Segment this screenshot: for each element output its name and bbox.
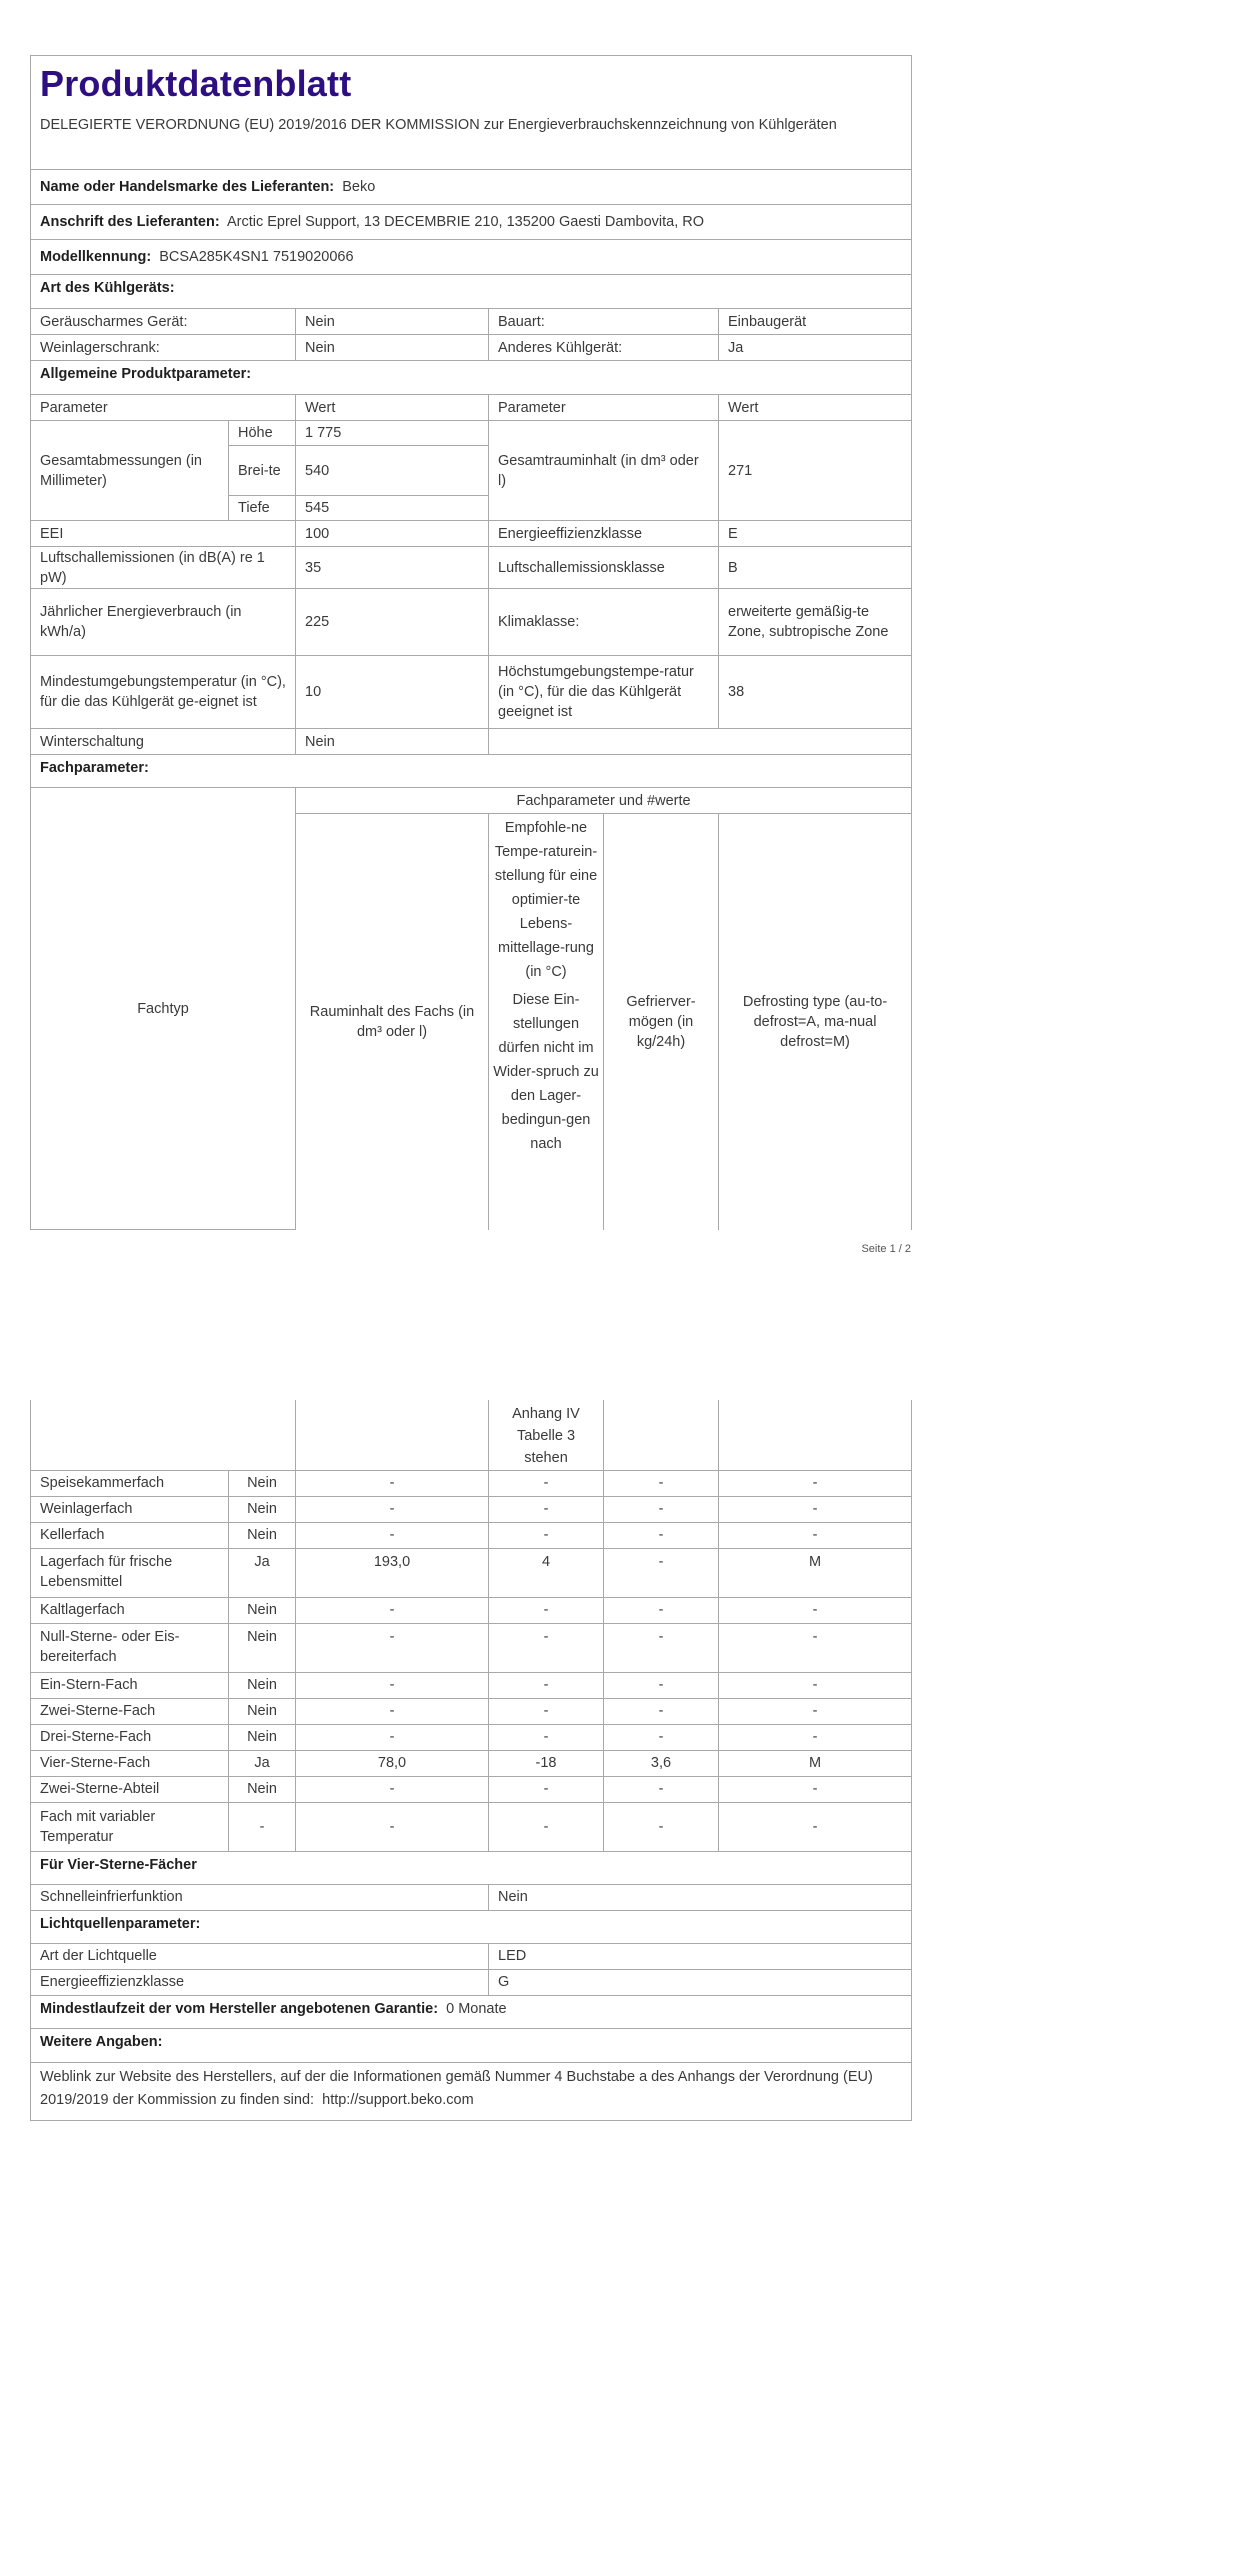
noise-class-value: B: [719, 547, 912, 589]
compartment-temp: -: [489, 1496, 604, 1522]
general-param-row: [31, 547, 912, 589]
compartment-temp: -: [489, 1522, 604, 1548]
supplier-name-row: [31, 170, 912, 205]
page-1: [30, 55, 911, 1230]
eei-label: EEI: [31, 521, 296, 547]
compartment-freezing-capacity: -: [604, 1724, 719, 1750]
col-header-compartment-type: Fachtyp: [31, 788, 296, 1230]
compartment-row: [31, 1470, 912, 1496]
compartment-freezing-capacity: -: [604, 1776, 719, 1802]
low-noise-label: Geräuscharmes Gerät:: [31, 309, 296, 335]
compartment-freezing-capacity: -: [604, 1623, 719, 1672]
appliance-type-row: [31, 335, 912, 361]
compartment-present: Nein: [229, 1470, 296, 1496]
compartment-freezing-capacity: -: [604, 1496, 719, 1522]
compartment-volume: -: [296, 1672, 489, 1698]
compartment-type: Weinlagerfach: [31, 1496, 229, 1522]
compartment-present: Nein: [229, 1776, 296, 1802]
min-ambient-temp-label: Mindestumgebungstemperatur (in °C), für die das Kühlgerät ge-eignet ist: [31, 656, 296, 729]
annual-energy-value: 225: [296, 589, 489, 656]
compartment-volume: 78,0: [296, 1750, 489, 1776]
compartment-present: Nein: [229, 1496, 296, 1522]
fast-freeze-label: Schnelleinfrierfunktion: [31, 1884, 489, 1910]
compartment-row: [31, 1548, 912, 1597]
page-2: [30, 1400, 911, 2121]
compartment-temp: -: [489, 1802, 604, 1851]
compartment-type: Lagerfach für frische Lebensmittel: [31, 1548, 229, 1597]
compartment-row: [31, 1750, 912, 1776]
compartment-row: [31, 1724, 912, 1750]
compartment-volume: -: [296, 1496, 489, 1522]
compartment-type: Ein-Stern-Fach: [31, 1672, 229, 1698]
compartment-present: Nein: [229, 1522, 296, 1548]
compartment-type: Fach mit variabler Temperatur: [31, 1802, 229, 1851]
compartment-volume: -: [296, 1698, 489, 1724]
model-label: Modellkennung:: [40, 249, 152, 265]
supplier-address-value: Arctic Eprel Support, 13 DECEMBRIE 210, 135200 Gaesti Dambovita, RO: [226, 214, 705, 230]
compartment-freezing-capacity: -: [604, 1470, 719, 1496]
compartment-type: Zwei-Sterne-Abteil: [31, 1776, 229, 1802]
compartment-volume: -: [296, 1470, 489, 1496]
compartment-temp: -: [489, 1470, 604, 1496]
compartment-temp: -: [489, 1698, 604, 1724]
compartment-defrost-type: -: [719, 1698, 912, 1724]
compartment-temp: -: [489, 1623, 604, 1672]
dimensions-label: Gesamtabmessungen (in Millimeter): [31, 421, 229, 521]
warranty-value: 0 Monate: [446, 2000, 507, 2017]
further-info-text: [31, 2062, 912, 2120]
four-star-heading: Für Vier-Sterne-Fächer: [31, 1851, 912, 1884]
compartment-freezing-capacity: -: [604, 1548, 719, 1597]
manufacturer-website-link[interactable]: http://support.beko.com: [322, 2091, 474, 2108]
compartment-type: Speisekammerfach: [31, 1470, 229, 1496]
light-class-value: G: [489, 1969, 912, 1995]
compartment-row: [31, 1597, 912, 1623]
compartment-present: Ja: [229, 1548, 296, 1597]
compartment-type: Kaltlagerfach: [31, 1597, 229, 1623]
compartment-temp: -: [489, 1776, 604, 1802]
compartment-present: -: [229, 1802, 296, 1851]
compartment-defrost-type: -: [719, 1776, 912, 1802]
appliance-type-row: [31, 309, 912, 335]
title-block: [31, 56, 912, 170]
further-info-description: Weblink zur Website des Herstellers, auf der die Informationen gemäß Nummer 4 Buchstabe a des Anhangs der Verordnung (EU) 2019/2019 der Kommission zu finden sind:: [40, 2068, 873, 2108]
compartment-defrost-type: -: [719, 1597, 912, 1623]
compartment-freezing-capacity: -: [604, 1597, 719, 1623]
supplier-address-label: Anschrift des Lieferanten:: [40, 214, 220, 230]
regulation-subtitle: DELEGIERTE VERORDNUNG (EU) 2019/2016 DER KOMMISSION zur Energieverbrauchskennzeichnung von Kühlgeräten: [40, 117, 837, 133]
height-label: Höhe: [229, 421, 296, 446]
compartment-present: Nein: [229, 1698, 296, 1724]
datasheet-table-page-2: [30, 1400, 912, 2121]
col-header-parameter: Parameter: [489, 395, 719, 421]
compartment-temp: -: [489, 1597, 604, 1623]
col-header-value: Wert: [296, 395, 489, 421]
general-param-row: [31, 729, 912, 755]
col-header-value: Wert: [719, 395, 912, 421]
compartment-defrost-type: -: [719, 1724, 912, 1750]
compartment-volume: -: [296, 1597, 489, 1623]
page-title: Produktdatenblatt: [40, 63, 352, 104]
energy-class-label: Energieeffizienzklasse: [489, 521, 719, 547]
compartment-freezing-capacity: 3,6: [604, 1750, 719, 1776]
compartment-volume: -: [296, 1623, 489, 1672]
col-header-recommended-temp-cont: Anhang IV Tabelle 3 stehen: [489, 1400, 604, 1470]
compartment-defrost-type: M: [719, 1548, 912, 1597]
general-param-row: [31, 656, 912, 729]
supplier-address-row: [31, 205, 912, 240]
min-ambient-temp-value: 10: [296, 656, 489, 729]
energy-class-value: E: [719, 521, 912, 547]
depth-label: Tiefe: [229, 496, 296, 521]
compartment-temp: 4: [489, 1548, 604, 1597]
compartment-present: Ja: [229, 1750, 296, 1776]
compartment-type: Drei-Sterne-Fach: [31, 1724, 229, 1750]
other-appliance-value: Ja: [719, 335, 912, 361]
winter-setting-label: Winterschaltung: [31, 729, 296, 755]
compartment-present: Nein: [229, 1623, 296, 1672]
page-number: Seite 1 / 2: [861, 1243, 911, 1255]
eei-value: 100: [296, 521, 489, 547]
warranty-row: [31, 1995, 912, 2028]
model-row: [31, 240, 912, 275]
total-volume-value: 271: [719, 421, 912, 521]
height-value: 1 775: [296, 421, 489, 446]
compartment-type: Null-Sterne- oder Eis-bereiterfach: [31, 1623, 229, 1672]
model-value: BCSA285K4SN1 7519020066: [159, 249, 354, 265]
further-info-heading: Weitere Angaben:: [31, 2028, 912, 2062]
compartment-present: Nein: [229, 1672, 296, 1698]
max-ambient-temp-label: Höchstumgebungstempe-ratur (in °C), für die das Kühlgerät geeignet ist: [489, 656, 719, 729]
compartment-row: [31, 1776, 912, 1802]
compartment-temp: -18: [489, 1750, 604, 1776]
compartment-row: [31, 1623, 912, 1672]
compartment-freezing-capacity: -: [604, 1698, 719, 1724]
general-params-header-row: [31, 395, 912, 421]
noise-emission-value: 35: [296, 547, 489, 589]
compartment-freezing-capacity: -: [604, 1802, 719, 1851]
col-header-recommended-temp: Empfohle-ne Tempe-raturein-stellung für eine optimier-te Lebens-mittellage-rung (in °C) Diese Ein-stellungen dürfen nicht im Wider-spruch zu den Lager-bedingun-gen nach: [489, 814, 604, 1230]
noise-class-label: Luftschallemissionsklasse: [489, 547, 719, 589]
climate-class-label: Klimaklasse:: [489, 589, 719, 656]
width-value: 540: [296, 446, 489, 496]
depth-value: 545: [296, 496, 489, 521]
compartment-volume: -: [296, 1802, 489, 1851]
compartment-freezing-capacity: -: [604, 1672, 719, 1698]
light-source-heading: Lichtquellenparameter:: [31, 1910, 912, 1943]
compartment-row: [31, 1496, 912, 1522]
annual-energy-label: Jährlicher Energieverbrauch (in kWh/a): [31, 589, 296, 656]
empty-cell: [604, 1400, 719, 1470]
compartment-type: Zwei-Sterne-Fach: [31, 1698, 229, 1724]
compartment-volume: -: [296, 1776, 489, 1802]
col-header-volume: Rauminhalt des Fachs (in dm³ oder l): [296, 814, 489, 1230]
compartment-row: [31, 1522, 912, 1548]
compartment-type: Kellerfach: [31, 1522, 229, 1548]
wine-cabinet-label: Weinlagerschrank:: [31, 335, 296, 361]
compartment-present: Nein: [229, 1597, 296, 1623]
compartment-defrost-type: -: [719, 1522, 912, 1548]
compartment-present: Nein: [229, 1724, 296, 1750]
empty-cell: [31, 1400, 296, 1470]
datasheet-table-page-1: [30, 55, 912, 1230]
general-param-row: [31, 589, 912, 656]
compartment-volume: -: [296, 1724, 489, 1750]
general-params-heading: Allgemeine Produktparameter:: [31, 361, 912, 395]
col-header-group: Fachparameter und #werte: [296, 788, 912, 814]
compartment-defrost-type: M: [719, 1750, 912, 1776]
light-class-label: Energieeffizienzklasse: [31, 1969, 489, 1995]
compartment-row: [31, 1698, 912, 1724]
winter-setting-value: Nein: [296, 729, 489, 755]
fast-freeze-value: Nein: [489, 1884, 912, 1910]
compartment-volume: 193,0: [296, 1548, 489, 1597]
col-header-parameter: Parameter: [31, 395, 296, 421]
compartment-defrost-type: -: [719, 1802, 912, 1851]
wine-cabinet-value: Nein: [296, 335, 489, 361]
compartment-defrost-type: -: [719, 1623, 912, 1672]
empty-cell: [719, 1400, 912, 1470]
noise-emission-label: Luftschallemissionen (in dB(A) re 1 pW): [31, 547, 296, 589]
compartment-row: [31, 1802, 912, 1851]
compartment-temp: -: [489, 1672, 604, 1698]
width-label: Brei-te: [229, 446, 296, 496]
warranty-label: Mindestlaufzeit der vom Hersteller angebotenen Garantie:: [40, 2000, 439, 2017]
general-param-row: [31, 521, 912, 547]
supplier-name-label: Name oder Handelsmarke des Lieferanten:: [40, 179, 335, 195]
max-ambient-temp-value: 38: [719, 656, 912, 729]
compartment-defrost-type: -: [719, 1470, 912, 1496]
supplier-name-value: Beko: [342, 179, 376, 195]
col-header-defrost-type: Defrosting type (au-to-defrost=A, ma-nual defrost=M): [719, 814, 912, 1230]
other-appliance-label: Anderes Kühlgerät:: [489, 335, 719, 361]
col-header-freezing-capacity: Gefrierver-mögen (in kg/24h): [604, 814, 719, 1230]
light-type-label: Art der Lichtquelle: [31, 1943, 489, 1969]
climate-class-value: erweiterte gemäßig-te Zone, subtropische Zone: [719, 589, 912, 656]
empty-cell: [489, 729, 912, 755]
appliance-type-heading: Art des Kühlgeräts:: [31, 275, 912, 309]
compartment-temp: -: [489, 1724, 604, 1750]
empty-cell: [296, 1400, 489, 1470]
low-noise-value: Nein: [296, 309, 489, 335]
compartment-row: [31, 1672, 912, 1698]
compartment-type: Vier-Sterne-Fach: [31, 1750, 229, 1776]
compartment-volume: -: [296, 1522, 489, 1548]
light-type-value: LED: [489, 1943, 912, 1969]
compartment-defrost-type: -: [719, 1496, 912, 1522]
total-volume-label: Gesamtrauminhalt (in dm³ oder l): [489, 421, 719, 521]
design-value: Einbaugerät: [719, 309, 912, 335]
design-label: Bauart:: [489, 309, 719, 335]
compartment-freezing-capacity: -: [604, 1522, 719, 1548]
compartment-params-heading: Fachparameter:: [31, 755, 912, 788]
compartment-defrost-type: -: [719, 1672, 912, 1698]
